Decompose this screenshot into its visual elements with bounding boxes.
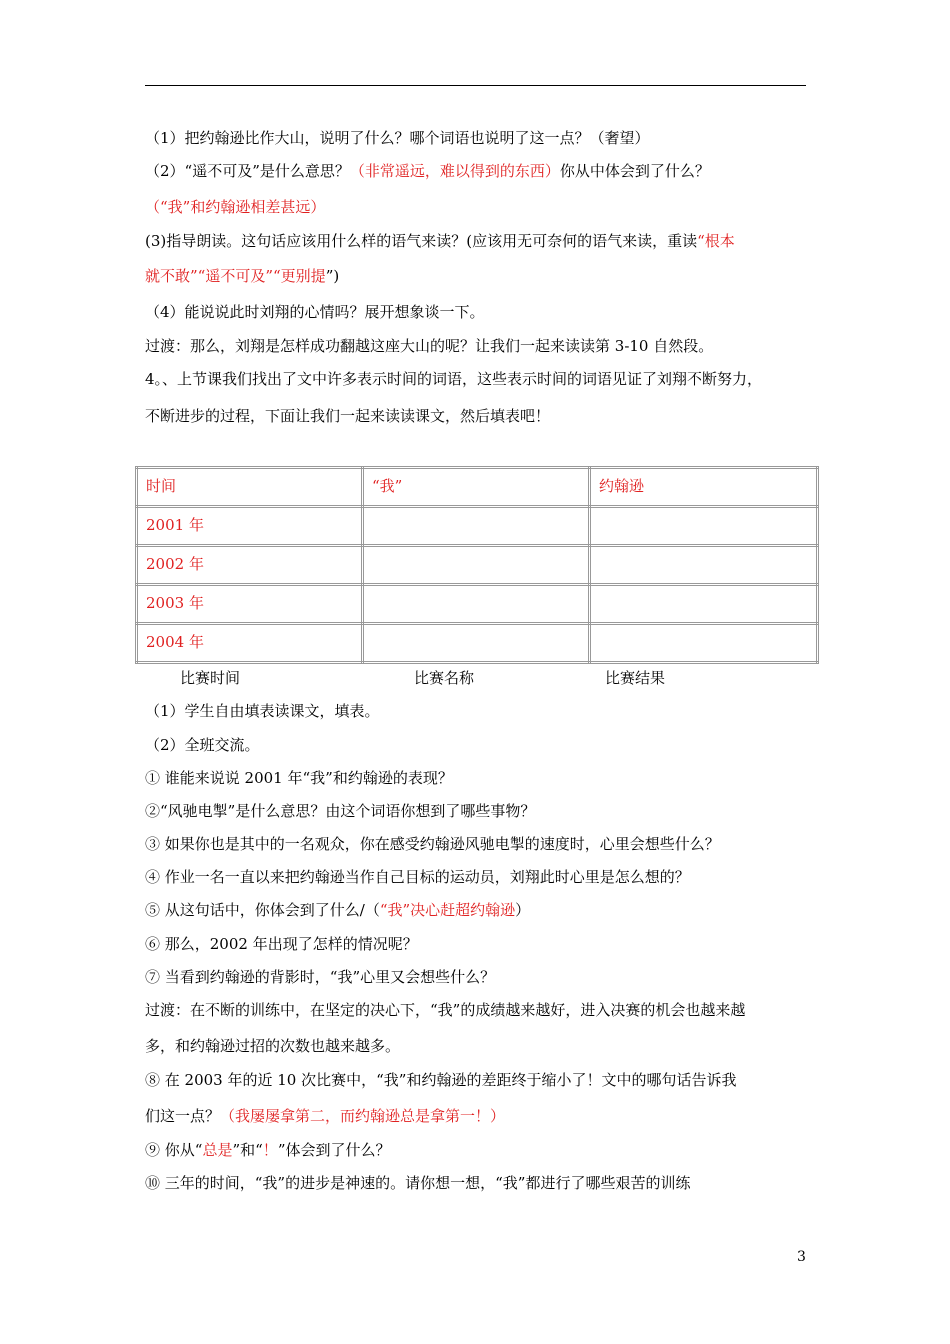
- text-line: [145, 369, 762, 389]
- table-row: [137, 585, 818, 624]
- header-rule: [145, 85, 806, 86]
- body-text: ）: [515, 901, 531, 919]
- table-row: [137, 624, 818, 663]
- body-text: （2）全班交流。: [145, 736, 260, 754]
- body-text: ②“风驰电掣”是什么意思？由这个词语你想到了哪些事物？: [145, 802, 536, 820]
- text-line: [145, 1106, 505, 1126]
- table-cell[interactable]: [590, 624, 818, 663]
- table-cell-year: 2004 年: [137, 624, 363, 663]
- caption-match-result: 比赛结果: [605, 669, 666, 687]
- text-line: [145, 197, 325, 217]
- table-header-row: [137, 468, 818, 507]
- body-text: ⑩ 三年的时间，“我”的进步是神速的。请你想一想，“我”都进行了哪些艰苦的训练: [145, 1174, 691, 1192]
- table-header-cell: “我”: [363, 468, 590, 507]
- text-line: [145, 801, 535, 821]
- body-text: 不断进步的过程，下面让我们一起来读读课文，然后填表吧！: [145, 407, 551, 425]
- body-text: ③ 如果你也是其中的一名观众，你在感受约翰逊风驰电掣的速度时，心里会想些什么？: [145, 835, 720, 853]
- text-line: [145, 1070, 736, 1090]
- table-header-cell: 时间: [137, 468, 363, 507]
- table-cell-year: 2001 年: [137, 507, 363, 546]
- answer-text: “我”决心赶超约翰逊: [379, 901, 516, 919]
- answer-text: （“我”和约翰逊相差甚远）: [145, 198, 326, 216]
- text-line: [145, 336, 713, 356]
- body-text: 4。、上节课我们找出了文中许多表示时间的词语，这些表示时间的词语见证了刘翔不断努力，: [145, 370, 763, 388]
- body-text: （2）“遥不可及”是什么意思？: [145, 162, 350, 180]
- text-line: [145, 735, 260, 755]
- body-text: （1）学生自由填表读课文，填表。: [145, 702, 380, 720]
- text-line: [145, 161, 710, 181]
- body-text: ① 谁能来说说 2001 年“我”和约翰逊的表现？: [145, 769, 453, 787]
- text-line: [145, 266, 339, 286]
- table-row: [137, 507, 818, 546]
- comparison-table: [135, 466, 819, 664]
- body-text: ⑤ 从这句话中，你体会到了什么/（: [145, 901, 380, 919]
- body-text: （1）把约翰逊比作大山，说明了什么？哪个词语也说明了这一点？（奢望）: [145, 129, 650, 147]
- answer-text: （非常遥远，难以得到的东西）: [349, 162, 560, 180]
- body-text: 你从中体会到了什么？: [559, 162, 710, 180]
- body-text: 过渡：那么，刘翔是怎样成功翻越这座大山的呢？让我们一起来读读第 3-10 自然段。: [145, 337, 714, 355]
- body-text: （4）能说说此时刘翔的心情吗？展开想象谈一下。: [145, 303, 485, 321]
- text-line: [145, 967, 495, 987]
- body-text: ⑦ 当看到约翰逊的背影时，“我”心里又会想些什么？: [145, 968, 496, 986]
- body-text: 多，和约翰逊过招的次数也越来越多。: [145, 1037, 401, 1055]
- text-line: [145, 1140, 390, 1160]
- caption-match-time: 比赛时间: [180, 669, 241, 687]
- answer-text: “根本: [697, 232, 735, 250]
- body-text: 们这一点？: [145, 1107, 221, 1125]
- text-line: [145, 900, 530, 920]
- text-line: [145, 701, 380, 721]
- text-line: [145, 1036, 400, 1056]
- text-line: [145, 231, 735, 251]
- answer-text: ！: [262, 1141, 278, 1159]
- table-cell[interactable]: [590, 585, 818, 624]
- page-number: 3: [797, 1249, 806, 1265]
- body-text: ⑨ 你从“: [145, 1141, 203, 1159]
- text-line: [145, 302, 485, 322]
- body-text: ”和“: [232, 1141, 263, 1159]
- table-header-cell: 约翰逊: [590, 468, 818, 507]
- table-cell[interactable]: [590, 507, 818, 546]
- text-line: [145, 406, 550, 426]
- table-cell[interactable]: [363, 507, 590, 546]
- table-cell[interactable]: [590, 546, 818, 585]
- body-text: ”): [325, 267, 340, 285]
- text-line: [145, 834, 720, 854]
- table-cell[interactable]: [363, 546, 590, 585]
- table-cell-year: 2002 年: [137, 546, 363, 585]
- caption-match-name: 比赛名称: [414, 669, 475, 687]
- table-cell[interactable]: [363, 585, 590, 624]
- answer-text: 就不敢”“遥不可及”“更别提: [145, 267, 326, 285]
- text-line: [145, 1000, 745, 1020]
- answer-text: （我屡屡拿第二，而约翰逊总是拿第一！）: [220, 1107, 506, 1125]
- text-line: [145, 128, 650, 148]
- text-line: [145, 867, 690, 887]
- table-cell-year: 2003 年: [137, 585, 363, 624]
- text-line: [145, 934, 418, 954]
- body-text: ⑥ 那么，2002 年出现了怎样的情况呢？: [145, 935, 418, 953]
- body-text: 过渡：在不断的训练中，在坚定的决心下，“我”的成绩越来越好，进入决赛的机会也越来越: [145, 1001, 746, 1019]
- body-text: (3)指导朗读。这句话应该用什么样的语气来读？(应该用无可奈何的语气来读，重读: [145, 232, 698, 250]
- table-row: [137, 546, 818, 585]
- answer-text: 总是: [202, 1141, 233, 1159]
- body-text: ”体会到了什么？: [277, 1141, 391, 1159]
- text-line: [145, 768, 453, 788]
- body-text: ④ 作业一名一直以来把约翰逊当作自己目标的运动员，刘翔此时心里是怎么想的？: [145, 868, 690, 886]
- body-text: ⑧ 在 2003 年的近 10 次比赛中，“我”和约翰逊的差距终于缩小了！文中的哪句话告诉我: [145, 1071, 737, 1089]
- text-line: [145, 1173, 690, 1193]
- table-cell[interactable]: [363, 624, 590, 663]
